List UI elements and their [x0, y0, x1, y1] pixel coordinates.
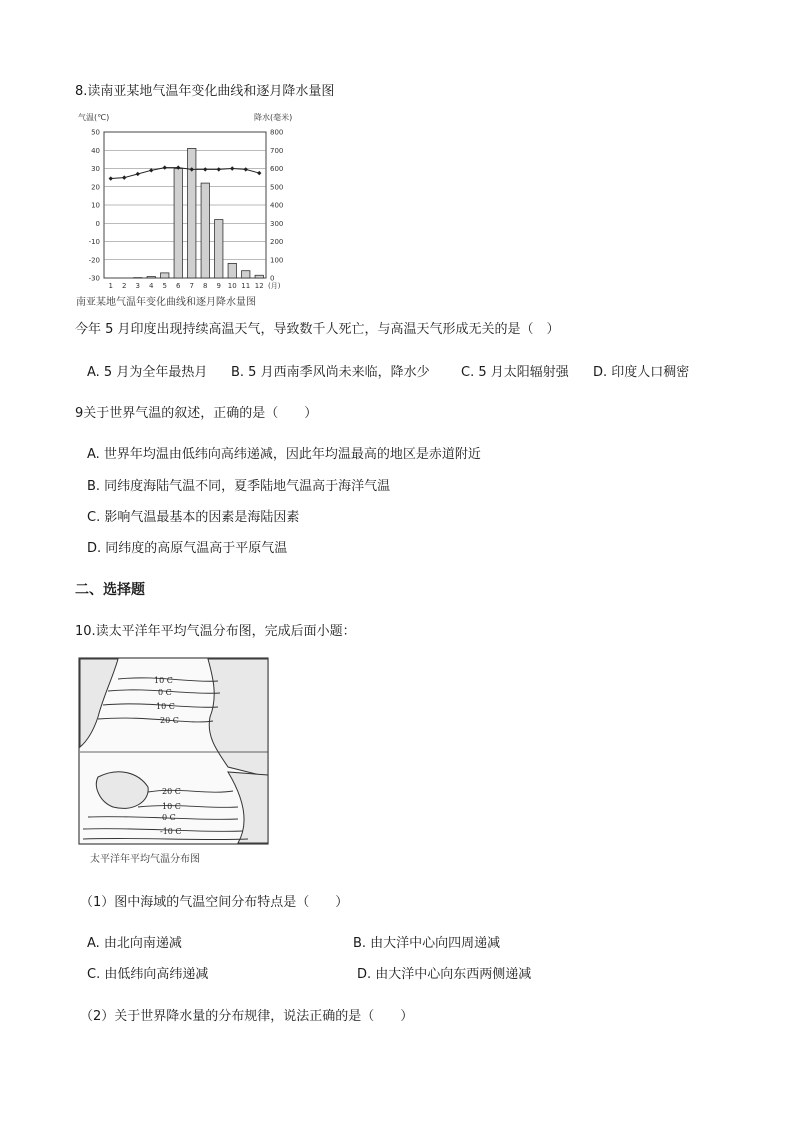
isotherm-label: 10 C	[156, 702, 175, 711]
x-tick-label: 11	[241, 282, 251, 290]
q10-sub1-option-c[interactable]: C. 由低纬向高纬递减	[87, 967, 209, 982]
precip-bar	[215, 220, 223, 278]
y-left-tick-label: 40	[91, 146, 100, 155]
q10-sub1-option-b[interactable]: B. 由大洋中心向四周递减	[353, 936, 501, 951]
x-unit-label: (月)	[268, 282, 281, 290]
y-left-tick-label: -20	[88, 256, 100, 265]
q10-sub2-stem: （2）关于世界降水量的分布规律，说法正确的是（ ）	[80, 1009, 414, 1024]
precip-bar	[174, 169, 182, 279]
y-right-tick-label: 300	[270, 219, 284, 228]
y-right-tick-label: 700	[270, 146, 284, 155]
temperature-point	[230, 166, 234, 170]
q9-option-c[interactable]: C. 影响气温最基本的因素是海陆因素	[87, 510, 300, 525]
q8-stem: 今年 5 月印度出现持续高温天气，导致数千人死亡，与高温天气形成无关的是（ ）	[75, 322, 560, 337]
temperature-point	[136, 172, 140, 176]
precip-bar	[242, 271, 250, 278]
x-tick-label: 4	[149, 282, 154, 290]
q10-sub1-option-a[interactable]: A. 由北向南递减	[87, 936, 182, 951]
isotherm-label: 0 C	[158, 688, 172, 697]
temperature-point	[217, 167, 221, 171]
y-left-tick-label: 0	[95, 219, 100, 228]
y-right-tick-label: 0	[270, 274, 275, 283]
isotherm-label: 20 C	[162, 787, 181, 796]
x-tick-label: 5	[162, 282, 167, 290]
q8-option-c[interactable]: C. 5 月太阳辐射强	[461, 365, 569, 380]
q8-option-a[interactable]: A. 5 月为全年最热月	[87, 365, 208, 380]
x-tick-label: 9	[216, 282, 221, 290]
climate-chart-svg	[74, 108, 306, 311]
pacific-map-svg	[78, 657, 270, 869]
isotherm-label: 10 C	[162, 802, 181, 811]
q10-sub1-stem: （1）图中海域的气温空间分布特点是（ ）	[80, 895, 349, 910]
y-left-axis-label: 气温(℃)	[78, 113, 110, 122]
q9-option-d[interactable]: D. 同纬度的高原气温高于平原气温	[87, 541, 288, 556]
y-right-tick-label: 800	[270, 128, 284, 137]
section-title: 二、选择题	[75, 582, 145, 598]
isotherm-label: 10 C	[154, 676, 173, 685]
temperature-line	[111, 168, 260, 179]
map-caption: 太平洋年平均气温分布图	[90, 854, 200, 865]
q8-option-b[interactable]: B. 5 月西南季风尚未来临，降水少	[231, 365, 430, 380]
isotherm-label: -10 C	[160, 827, 182, 836]
precip-bar	[147, 277, 155, 278]
y-left-tick-label: -10	[88, 238, 100, 246]
q9-option-b[interactable]: B. 同纬度海陆气温不同，夏季陆地气温高于海洋气温	[87, 479, 391, 494]
x-tick-label: 3	[135, 282, 140, 290]
x-tick-label: 12	[254, 282, 264, 290]
q8-option-d[interactable]: D. 印度人口稠密	[593, 365, 690, 380]
isotherm-label: 0 C	[162, 813, 176, 822]
isotherm-label: 20 C	[160, 716, 179, 725]
y-right-tick-label: 400	[270, 201, 284, 210]
x-tick-label: 2	[122, 282, 127, 290]
precip-bar	[228, 263, 236, 278]
y-right-tick-label: 200	[270, 238, 284, 246]
y-right-tick-label: 500	[270, 183, 284, 192]
temperature-point	[122, 175, 126, 179]
x-tick-label: 7	[189, 282, 194, 290]
q10-sub1-option-d[interactable]: D. 由大洋中心向东西两侧递减	[357, 967, 532, 982]
y-left-tick-label: 50	[91, 128, 100, 137]
x-tick-label: 1	[108, 282, 113, 290]
chart-caption: 南亚某地气温年变化曲线和逐月降水量图	[76, 297, 256, 308]
y-right-axis-label: 降水(毫米)	[254, 113, 293, 122]
x-tick-label: 6	[176, 282, 181, 290]
y-left-tick-label: 30	[91, 165, 100, 173]
q8-title: 8.读南亚某地气温年变化曲线和逐月降水量图	[75, 84, 335, 99]
y-right-tick-label: 600	[270, 165, 284, 173]
climate-chart	[74, 108, 306, 311]
temperature-point	[244, 167, 248, 171]
y-left-tick-label: 10	[91, 201, 100, 210]
q9-option-a[interactable]: A. 世界年均温由低纬向高纬递减，因此年均温最高的地区是赤道附近	[87, 447, 481, 462]
y-left-tick-label: 20	[91, 183, 100, 192]
q9-stem: 9关于世界气温的叙述，正确的是（ ）	[75, 406, 318, 421]
temperature-point	[203, 167, 207, 171]
temperature-point	[109, 176, 113, 180]
q10-stem: 10.读太平洋年平均气温分布图，完成后面小题：	[75, 624, 356, 639]
temperature-point	[257, 171, 261, 175]
precip-bar	[255, 275, 263, 278]
y-right-tick-label: 100	[270, 256, 284, 265]
temperature-point	[163, 165, 167, 169]
precip-bar	[161, 273, 169, 278]
x-tick-label: 8	[203, 282, 208, 290]
x-tick-label: 10	[227, 282, 237, 290]
pacific-temperature-map	[78, 657, 270, 869]
y-left-tick-label: -30	[88, 274, 100, 283]
precip-bar	[201, 183, 209, 278]
